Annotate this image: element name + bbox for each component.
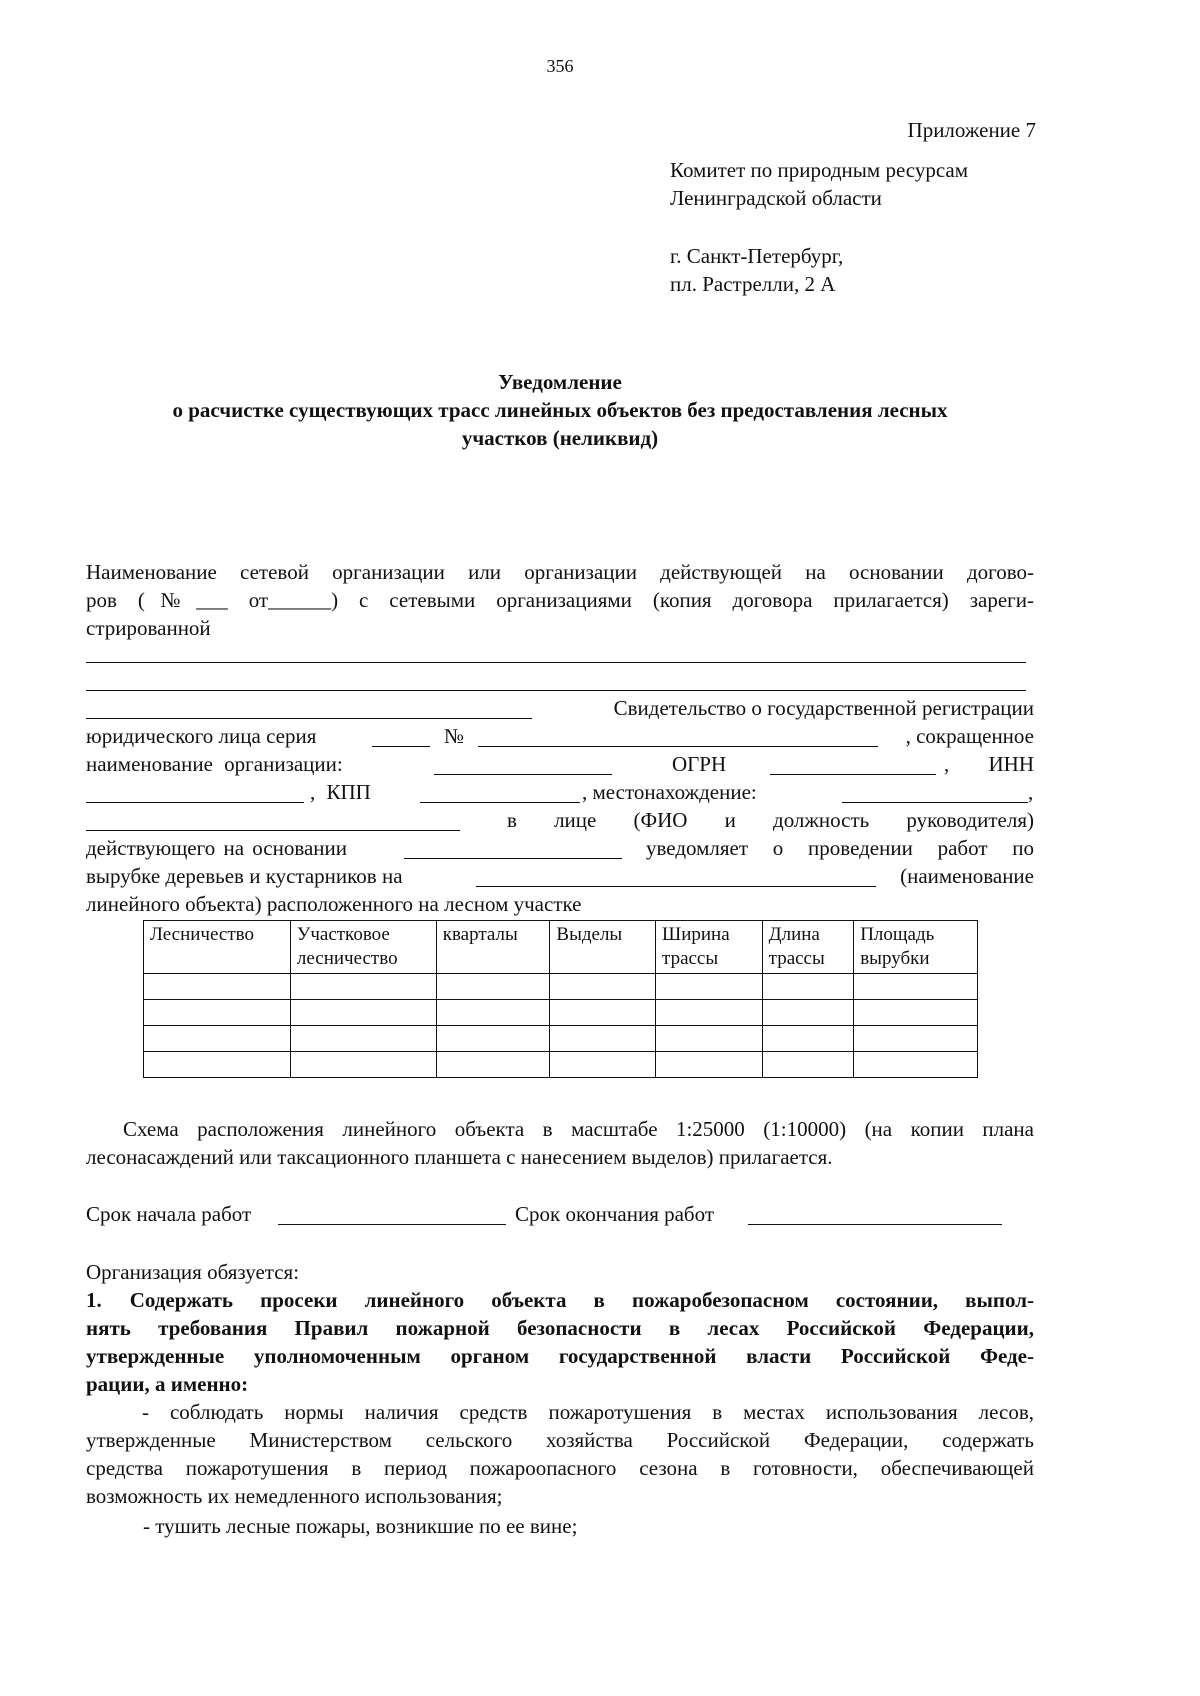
table-row xyxy=(144,1026,978,1052)
org-name-field[interactable] xyxy=(434,774,612,775)
ogrn-label: ОГРН xyxy=(672,752,727,776)
appendix-label: Приложение 7 xyxy=(907,118,1036,142)
table-cell[interactable] xyxy=(762,1000,854,1026)
cutting-label: вырубке деревьев и кустарников на xyxy=(86,864,403,888)
col-route-width: Ширина трассы xyxy=(656,921,763,974)
table-cell[interactable] xyxy=(550,974,656,1000)
item-number: 1. xyxy=(86,1288,102,1312)
blank-line[interactable] xyxy=(86,718,532,719)
inn-label: ИНН xyxy=(988,752,1034,776)
table-cell[interactable] xyxy=(436,1026,550,1052)
intro-line: ров (№___ от______) с сетевыми организациями (копия договора прилагается) зареги- xyxy=(86,588,1034,612)
addressee xyxy=(670,156,968,212)
subitem-line: утвержденные Министерством сельского хозяйства Российской Федерации, содержать xyxy=(86,1428,1034,1452)
certificate-label: Свидетельство о государственной регистрации xyxy=(613,696,1034,720)
table-cell[interactable] xyxy=(656,974,763,1000)
kpp-field[interactable] xyxy=(420,802,580,803)
intro-paragraph xyxy=(86,558,1034,642)
title-line: о расчистке существующих трасс линейных объектов без предоставления лесных xyxy=(172,398,948,422)
object-name-label: (наименование xyxy=(900,864,1034,888)
ogrn-field[interactable] xyxy=(770,774,936,775)
table-cell[interactable] xyxy=(144,1052,291,1078)
org-name-label: наименование организации: xyxy=(86,752,343,776)
table-cell[interactable] xyxy=(656,1026,763,1052)
table-cell[interactable] xyxy=(436,1052,550,1078)
obligation-item-1 xyxy=(86,1286,1034,1398)
comma: , xyxy=(1028,780,1034,804)
table-row xyxy=(144,1052,978,1078)
table-cell[interactable] xyxy=(762,974,854,1000)
end-date-label: Срок окончания работ xyxy=(515,1202,715,1226)
start-date-label: Срок начала работ xyxy=(86,1202,252,1226)
basis-field[interactable] xyxy=(404,858,622,859)
comma: , xyxy=(944,752,950,776)
item-line: утвержденные уполномоченным органом государственной власти Российской Феде- xyxy=(86,1344,1034,1368)
located-on-label: линейного объекта) расположенного на лесном участке xyxy=(86,892,582,916)
table-cell[interactable] xyxy=(290,1026,436,1052)
table-header-row xyxy=(144,921,978,974)
col-route-length: Длина трассы xyxy=(762,921,854,974)
subitem-line: возможность их немедленного использования; xyxy=(86,1484,503,1508)
table-cell[interactable] xyxy=(144,1026,291,1052)
number-sign-label: № xyxy=(444,724,465,748)
title-line: Уведомление xyxy=(498,370,622,394)
forest-plot-table xyxy=(143,920,978,1078)
table-cell[interactable] xyxy=(436,1000,550,1026)
table-cell[interactable] xyxy=(290,1000,436,1026)
table-cell[interactable] xyxy=(762,1052,854,1078)
scheme-line: Схема расположения линейного объекта в масштабе 1:25000 (1:10000) (на копии плана xyxy=(86,1117,1034,1141)
obligations-heading: Организация обязуется: xyxy=(86,1260,300,1284)
kpp-label: , КПП xyxy=(310,780,371,804)
addressee-line: Комитет по природным ресурсам xyxy=(670,158,969,182)
item-line: нять требования Правил пожарной безопасности в лесах Российской Федерации, xyxy=(86,1316,1034,1340)
table-cell[interactable] xyxy=(854,1052,978,1078)
scheme-paragraph xyxy=(86,1115,1034,1171)
table-cell[interactable] xyxy=(550,1052,656,1078)
table-cell[interactable] xyxy=(144,1000,291,1026)
address-line: г. Санкт-Петербург, xyxy=(670,244,844,268)
address-line: пл. Растрелли, 2 А xyxy=(670,272,836,296)
table-cell[interactable] xyxy=(290,1052,436,1078)
legal-entity-series-label: юридического лица серия xyxy=(86,724,317,748)
end-date-field[interactable] xyxy=(748,1224,1002,1225)
short-name-label: , сокращенное xyxy=(905,724,1034,748)
address xyxy=(670,242,843,298)
location-label: , местонахождение: xyxy=(582,780,757,804)
inn-field[interactable] xyxy=(86,802,304,803)
table-cell[interactable] xyxy=(854,1000,978,1026)
col-plots: Выделы xyxy=(550,921,656,974)
blank-line[interactable] xyxy=(86,690,1026,691)
col-cutting-area: Площадь вырубки xyxy=(854,921,978,974)
table-cell[interactable] xyxy=(854,974,978,1000)
table-cell[interactable] xyxy=(290,974,436,1000)
object-name-field[interactable] xyxy=(476,886,876,887)
notifies-label: уведомляет о проведении работ по xyxy=(646,836,1034,860)
intro-line: стрированной xyxy=(86,616,211,640)
table-cell[interactable] xyxy=(436,974,550,1000)
location-field[interactable] xyxy=(842,802,1028,803)
col-forestry: Лесничество xyxy=(144,921,291,974)
start-date-field[interactable] xyxy=(278,1224,506,1225)
obligation-subitem-2: - тушить лесные пожары, возникшие по ее вине; xyxy=(143,1514,578,1538)
series-field[interactable] xyxy=(372,746,430,747)
col-district-forestry: Участковое лесничество xyxy=(290,921,436,974)
table-cell[interactable] xyxy=(656,1000,763,1026)
table-row xyxy=(144,1000,978,1026)
blank-line[interactable] xyxy=(86,830,460,831)
col-quarters: кварталы xyxy=(436,921,550,974)
obligation-subitem-1 xyxy=(86,1398,1034,1510)
table-cell[interactable] xyxy=(762,1026,854,1052)
in-person-label: в лице (ФИО и должность руководителя) xyxy=(507,808,1034,832)
subitem-line: - соблюдать нормы наличия средств пожаротушения в местах использования лесов, xyxy=(142,1400,1034,1424)
table-row xyxy=(144,974,978,1000)
item-line: рации, а именно: xyxy=(86,1372,249,1396)
registration-number-field[interactable] xyxy=(478,746,878,747)
item-line: 1. Содержать просеки линейного объекта в пожаробезопасном состоянии, выпол- xyxy=(86,1288,1034,1312)
title-line: участков (неликвид) xyxy=(461,426,659,450)
table-cell[interactable] xyxy=(144,974,291,1000)
intro-line: Наименование сетевой организации или организации действующей на основании догово- xyxy=(86,560,1034,584)
blank-line[interactable] xyxy=(86,662,1026,663)
page-number: 356 xyxy=(546,56,574,76)
acting-basis-label: действующего на основании xyxy=(86,836,348,860)
addressee-line: Ленинградской области xyxy=(670,186,882,210)
subitem-line: средства пожаротушения в период пожароопасного сезона в готовности, обеспечивающей xyxy=(86,1456,1034,1480)
table-cell[interactable] xyxy=(550,1000,656,1026)
table-cell[interactable] xyxy=(656,1052,763,1078)
scheme-line: лесонасаждений или таксационного планшета с нанесением выделов) прилагается. xyxy=(86,1145,833,1169)
table-cell[interactable] xyxy=(854,1026,978,1052)
table-cell[interactable] xyxy=(550,1026,656,1052)
document-title xyxy=(86,368,1034,452)
